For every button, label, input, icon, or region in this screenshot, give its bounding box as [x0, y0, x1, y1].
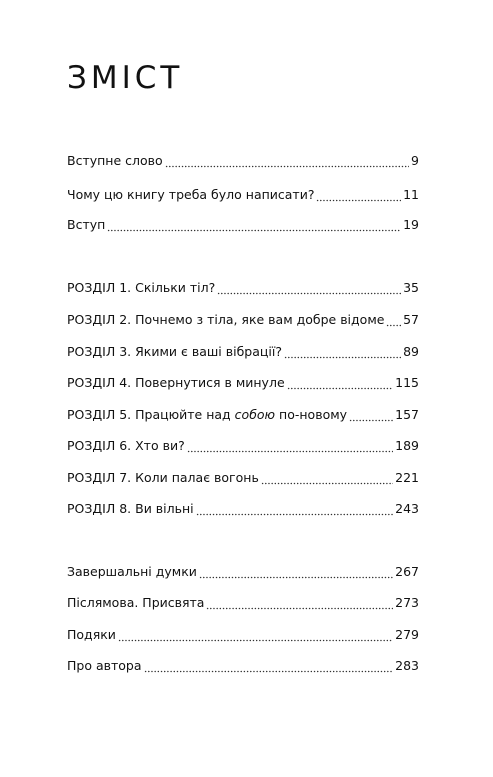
toc-entry-label: Чому цю книгу треба було написати?	[67, 187, 315, 202]
toc-chapter-entry	[67, 373, 419, 393]
toc-chapter-entry	[67, 278, 419, 298]
toc-chapter-entry	[67, 405, 419, 425]
toc-chapter-entry	[67, 310, 419, 330]
toc-entry-label: Вступ	[67, 217, 106, 232]
toc-entry	[67, 625, 419, 645]
toc-entry	[67, 562, 419, 582]
toc-dot-leader	[284, 342, 401, 362]
toc-dot-leader	[144, 656, 394, 676]
toc-page-number: 267	[395, 564, 419, 579]
toc-page-number: 221	[395, 470, 419, 485]
toc-entry-label: Подяки	[67, 627, 116, 642]
toc-dot-leader	[349, 405, 393, 425]
toc-page-number: 19	[403, 217, 419, 232]
toc-dot-leader	[316, 185, 401, 205]
toc-entry-label-emphasis: собою	[234, 407, 276, 422]
toc-dot-leader	[107, 215, 401, 235]
toc-page-number: 157	[395, 407, 419, 422]
toc-dot-leader	[196, 499, 394, 519]
toc-entry	[67, 656, 419, 676]
toc-chapter-entry	[67, 499, 419, 519]
toc-page-number: 279	[395, 627, 419, 642]
toc-dot-leader	[206, 593, 393, 613]
toc-entry-label: РОЗДІЛ 6. Хто ви?	[67, 438, 185, 453]
toc-entry-label: РОЗДІЛ 4. Повернутися в минуле	[67, 375, 285, 390]
toc-chapter-entry	[67, 436, 419, 456]
toc-dot-leader	[118, 625, 393, 645]
toc-entry-label	[67, 405, 347, 425]
page-title: ЗМІСТ	[67, 60, 184, 96]
toc-dot-leader	[261, 468, 393, 488]
toc-entry	[67, 215, 419, 235]
toc-entry-label: Завершальні думки	[67, 564, 197, 579]
toc-dot-leader	[287, 373, 394, 393]
toc-entry	[67, 151, 419, 171]
toc-page-number: 11	[403, 187, 419, 202]
toc-entry-label: Післямова. Присвята	[67, 595, 205, 610]
toc-entry-label-start: РОЗДІЛ 5. Працюйте над	[67, 407, 235, 422]
toc-page-number: 243	[395, 501, 419, 516]
toc-entry-label: Про автора	[67, 658, 142, 673]
toc-page-number: 9	[411, 153, 419, 168]
toc-page-number: 273	[395, 595, 419, 610]
toc-chapter-entry	[67, 342, 419, 362]
toc-entry-label: РОЗДІЛ 8. Ви вільні	[67, 501, 194, 516]
toc-entry-label: РОЗДІЛ 1. Скільки тіл?	[67, 280, 216, 295]
toc-page-number: 283	[395, 658, 419, 673]
toc-page-number: 115	[395, 375, 419, 390]
toc-page-number: 35	[403, 280, 419, 295]
toc-entry-label: РОЗДІЛ 3. Якими є ваші вібрації?	[67, 344, 282, 359]
toc-entry	[67, 593, 419, 613]
toc-dot-leader	[165, 151, 409, 171]
toc-entry-label: РОЗДІЛ 7. Коли палає вогонь	[67, 470, 259, 485]
toc-page-number: 57	[403, 312, 419, 327]
toc-dot-leader	[199, 562, 393, 582]
toc-entry-label: Вступне слово	[67, 153, 163, 168]
toc-dot-leader	[187, 436, 393, 456]
toc-dot-leader	[217, 278, 401, 298]
toc-entry-label-end: по-новому	[275, 407, 348, 422]
toc-entry	[67, 185, 419, 205]
toc-dot-leader	[386, 310, 401, 330]
toc-chapter-entry	[67, 468, 419, 488]
toc-page-number: 89	[403, 344, 419, 359]
toc-entry-label: РОЗДІЛ 2. Почнемо з тіла, яке вам добре відоме	[67, 312, 385, 327]
toc-page-number: 189	[395, 438, 419, 453]
